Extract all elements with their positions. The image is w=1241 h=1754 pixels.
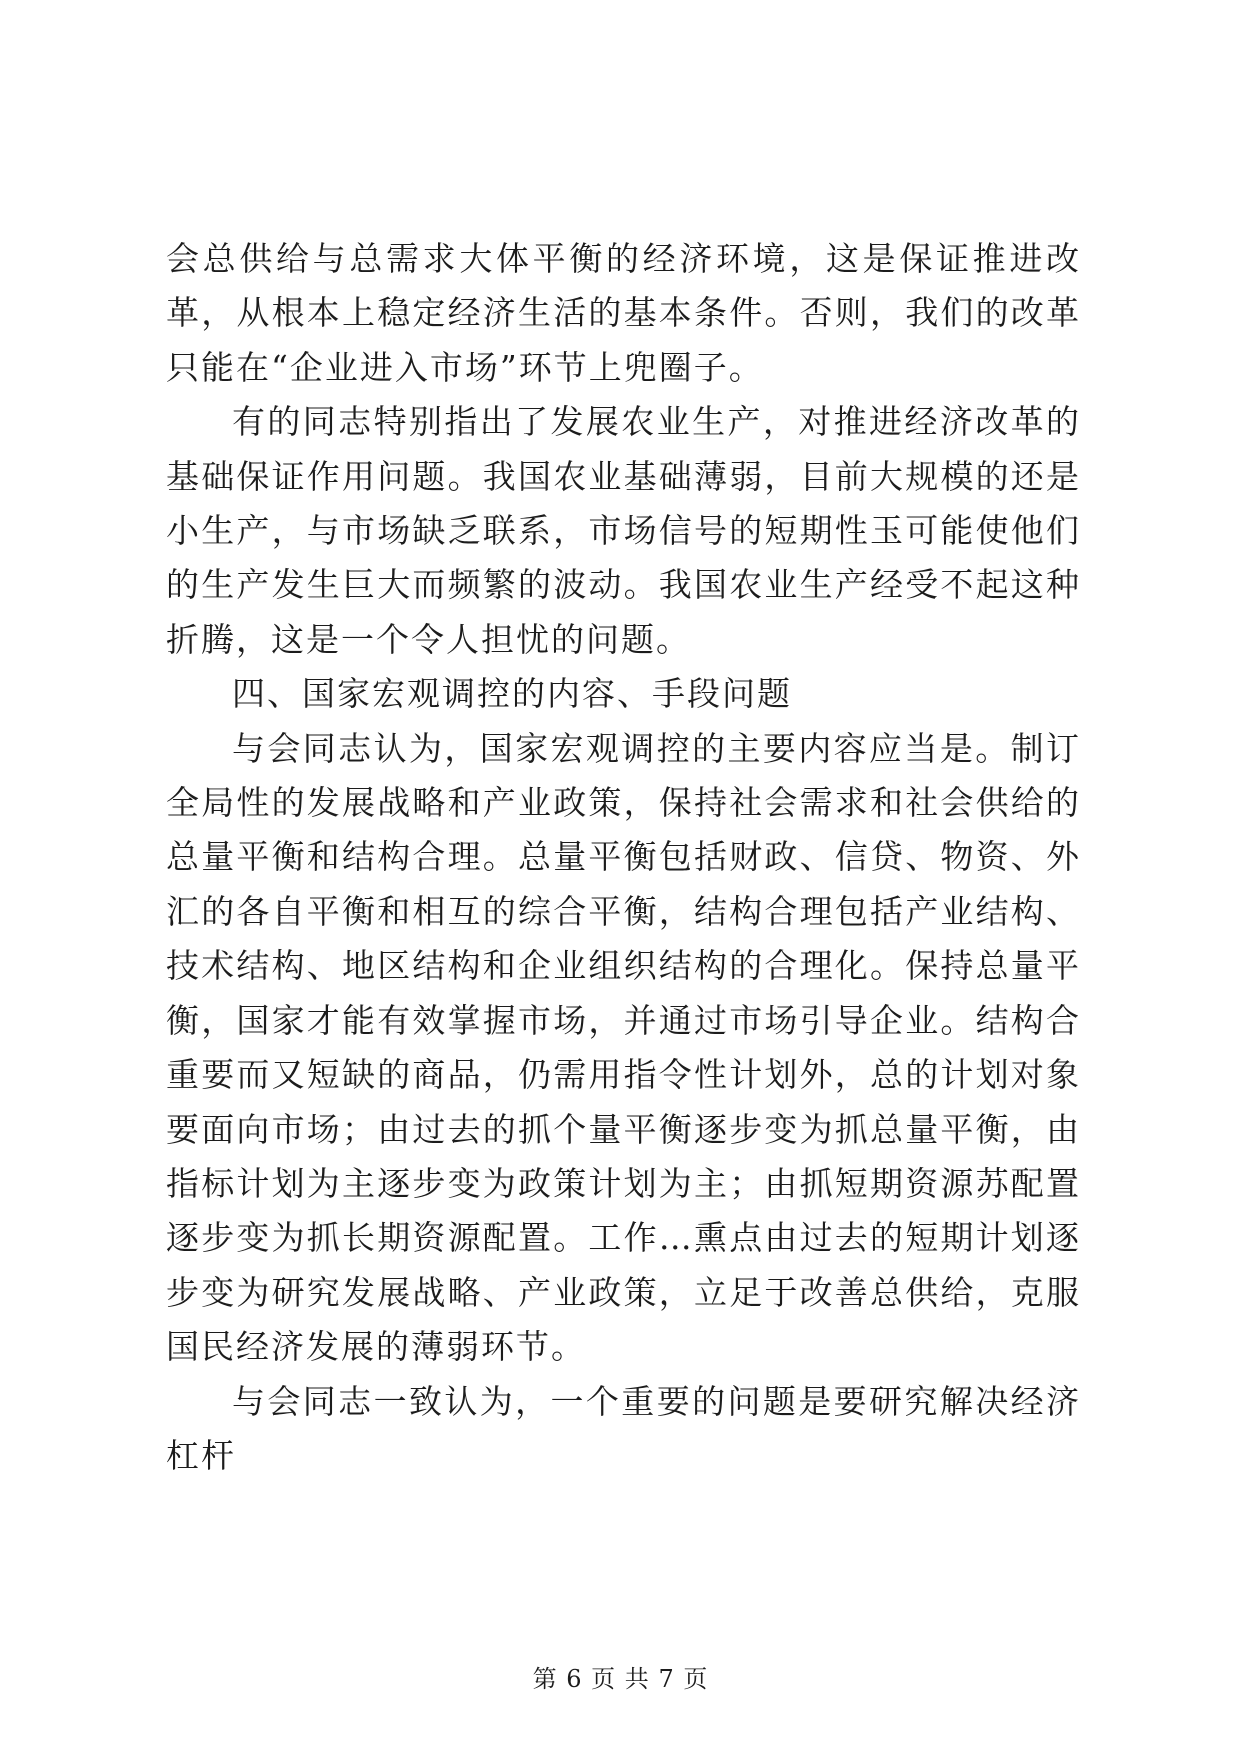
paragraph-4: 与会同志一致认为，一个重要的问题是要研究解决经济杠杆 — [166, 1381, 1081, 1475]
paragraph-3: 与会同志认为，国家宏观调控的主要内容应当是。制订全局性的发展战略和产业政策，保持社会需求和社会供给的总量平衡和结构合理。总量平衡包括财政、信贷、物资、外汇的各自平衡和相互的综合平衡，结构合理包括产业结构、技术结构、地区结构和企业组织结构的合理化。保持总量平衡，国家才能有效掌握市场，并通过市场引导企业。结构合重要而又短缺的商品，仍需用指令性计划外，总的计划对象要面向市场；由过去的抓个量平衡逐步变为抓总量平衡，由指标计划为主逐步变为政策计划为主；由抓短期资源苏配置逐步变为抓长期资源配置。工作…熏点由过去的短期计划逐步变为研究发展战略、产业政策，立足于改善总供给，克服国民经济发展的薄弱环节。 — [166, 728, 1081, 1367]
page-number-footer: 第 6 页 共 7 页 — [532, 1665, 709, 1693]
section-heading-4: 四、国家宏观调控的内容、手段问题 — [232, 674, 792, 714]
paragraph-1: 会总供给与总需求大体平衡的经济环境，这是保证推进改革，从根本上稳定经济生活的基本条件。否则，我们的改革只能在“企业进入市场”环节上兜圈子。 — [166, 239, 1081, 387]
document-body — [166, 232, 1081, 1483]
paragraph-2: 有的同志特别指出了发展农业生产，对推进经济改革的基础保证作用问题。我国农业基础薄弱，目前大规模的还是小生产，与市场缺乏联系，市场信号的短期性玉可能使他们的生产发生巨大而频繁的波动。我国农业生产经受不起这种折腾，这是一个令人担忧的问题。 — [166, 402, 1081, 659]
